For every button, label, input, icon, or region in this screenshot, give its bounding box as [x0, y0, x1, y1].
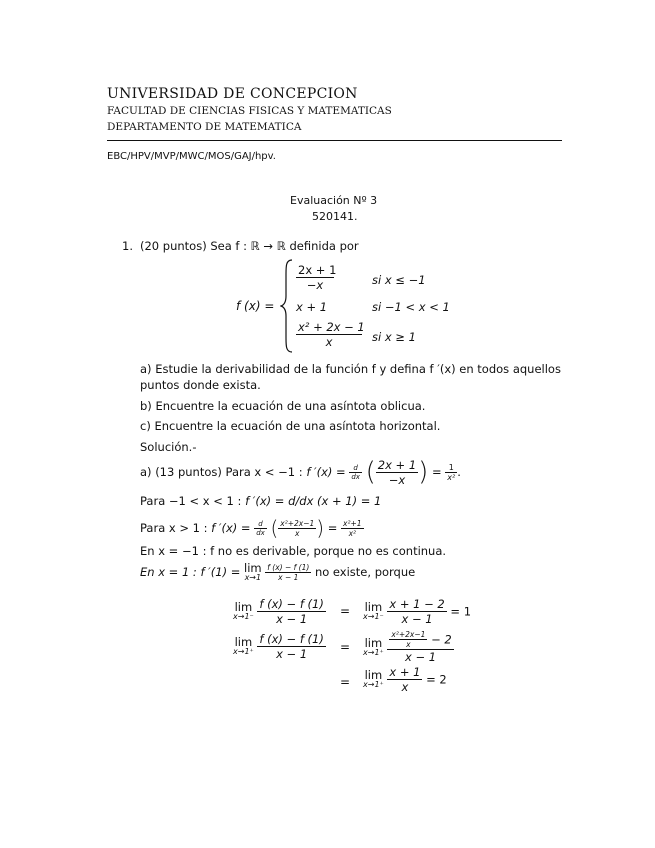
authors-line: EBC/HPV/MVP/MWC/MOS/GAJ/hpv.	[107, 151, 276, 162]
item-c: c) Encuentre la ecuación de una asíntota horizontal.	[140, 419, 441, 433]
case1-condition: si x ≤ −1	[372, 273, 426, 287]
limit-final-result: = 2	[426, 672, 447, 687]
solution-gt-line: Para x > 1 : f ′(x) = $\frac{d}{dx}$ ( $\frac{\text{x²+2x−1}}{x}$ ) = $\frac{\text{x²+1}}{\text{x²}}$	[140, 516, 362, 540]
case3-denominator: x	[325, 335, 333, 349]
limit-left-rhs: lim x→1⁻ $\frac{x + 1 - 2}{x - 1}$ = 1	[363, 597, 472, 626]
header-rule	[107, 140, 562, 141]
case1-denominator: −x	[306, 278, 324, 292]
left-brace-icon	[280, 258, 294, 354]
solution-gt-result: =	[327, 521, 338, 535]
limit-right-lhs: lim x→1⁺ $\frac{f (x) - f (1)}{x - 1}$	[233, 632, 324, 661]
solution-label: Solución.-	[140, 440, 197, 454]
case3-fraction	[296, 320, 365, 349]
piecewise-brace	[280, 258, 294, 358]
item-a-line1: a) Estudie la derivabilidad de la función f y defina f ′(x) en todos aquellos	[140, 362, 561, 376]
limit-final-eq: =	[340, 675, 351, 689]
solution-at-1-suffix: no existe, porque	[314, 565, 416, 580]
solution-a-prefix: a) (13 puntos) Para x < −1 :	[140, 465, 303, 479]
solution-at-minus1: En x = −1 : f no es derivable, porque no es continua.	[140, 544, 447, 558]
solution-mid-expr: f ′(x) = d/dx (x + 1) = 1	[245, 494, 382, 508]
solution-a-den: −x	[388, 472, 406, 487]
solution-at-1-prefix: En x = 1 : f ′(1) =	[140, 565, 241, 580]
limit-left-result: = 1	[450, 604, 472, 619]
limit-left-lhs: lim x→1⁻ $\frac{f (x) - f (1)}{x - 1}$	[233, 597, 324, 626]
piecewise-lhs: f (x) =	[236, 299, 275, 313]
solution-at-1-line: En x = 1 : f ′(1) = lim x→1 $\frac{f (x) - f (1)}{x - 1}$ no existe, porque	[140, 561, 416, 583]
limit-final-rhs: lim x→1⁺ $\frac{x + 1}{x}$ = 2	[363, 665, 447, 694]
limit-left-eq: =	[340, 604, 351, 618]
case2-expression: x + 1	[296, 300, 328, 314]
department-name: DEPARTAMENTO DE MATEMATICA	[107, 121, 302, 133]
limit-right-rhs: lim x→1⁺ $\frac{\text{x²+2x−1}}{x}$ − 2 x − 1	[363, 630, 452, 664]
solution-a-deriv: f ′(x) =	[306, 465, 346, 479]
item-a-line2: puntos donde exista.	[140, 378, 261, 392]
solution-mid-line	[140, 494, 381, 508]
solution-gt-prefix: Para x > 1 :	[140, 521, 208, 535]
university-name: UNIVERSIDAD DE CONCEPCION	[107, 86, 358, 102]
solution-a-num: 2x + 1	[377, 457, 417, 472]
faculty-name: FACULTAD DE CIENCIAS FISICAS Y MATEMATICAS	[107, 105, 392, 117]
case1-numerator: 2x + 1	[298, 263, 337, 277]
case3-numerator: x² + 2x − 1	[298, 320, 365, 334]
problem-intro: (20 puntos) Sea f : ℝ → ℝ definida por	[140, 239, 359, 253]
item-b: b) Encuentre la ecuación de una asíntota oblicua.	[140, 399, 426, 413]
case2-condition: si −1 < x < 1	[372, 300, 450, 314]
solution-a-line: a) (13 puntos) Para x < −1 : f ′(x) = $\frac{d}{dx}$ ( $\frac{2x + 1}{-x}$ ) = $\frac{1}{\text{x²}}$ .	[140, 457, 461, 487]
case1-fraction	[296, 263, 337, 292]
evaluation-title: Evaluación Nº 3	[290, 194, 378, 207]
case3-condition: si x ≥ 1	[372, 330, 416, 344]
solution-mid-prefix: Para −1 < x < 1 :	[140, 494, 242, 508]
limit-right-eq: =	[340, 640, 351, 654]
course-code: 520141.	[312, 210, 358, 223]
solution-gt-expr: f ′(x) =	[211, 521, 251, 535]
problem-number: 1.	[122, 239, 133, 253]
